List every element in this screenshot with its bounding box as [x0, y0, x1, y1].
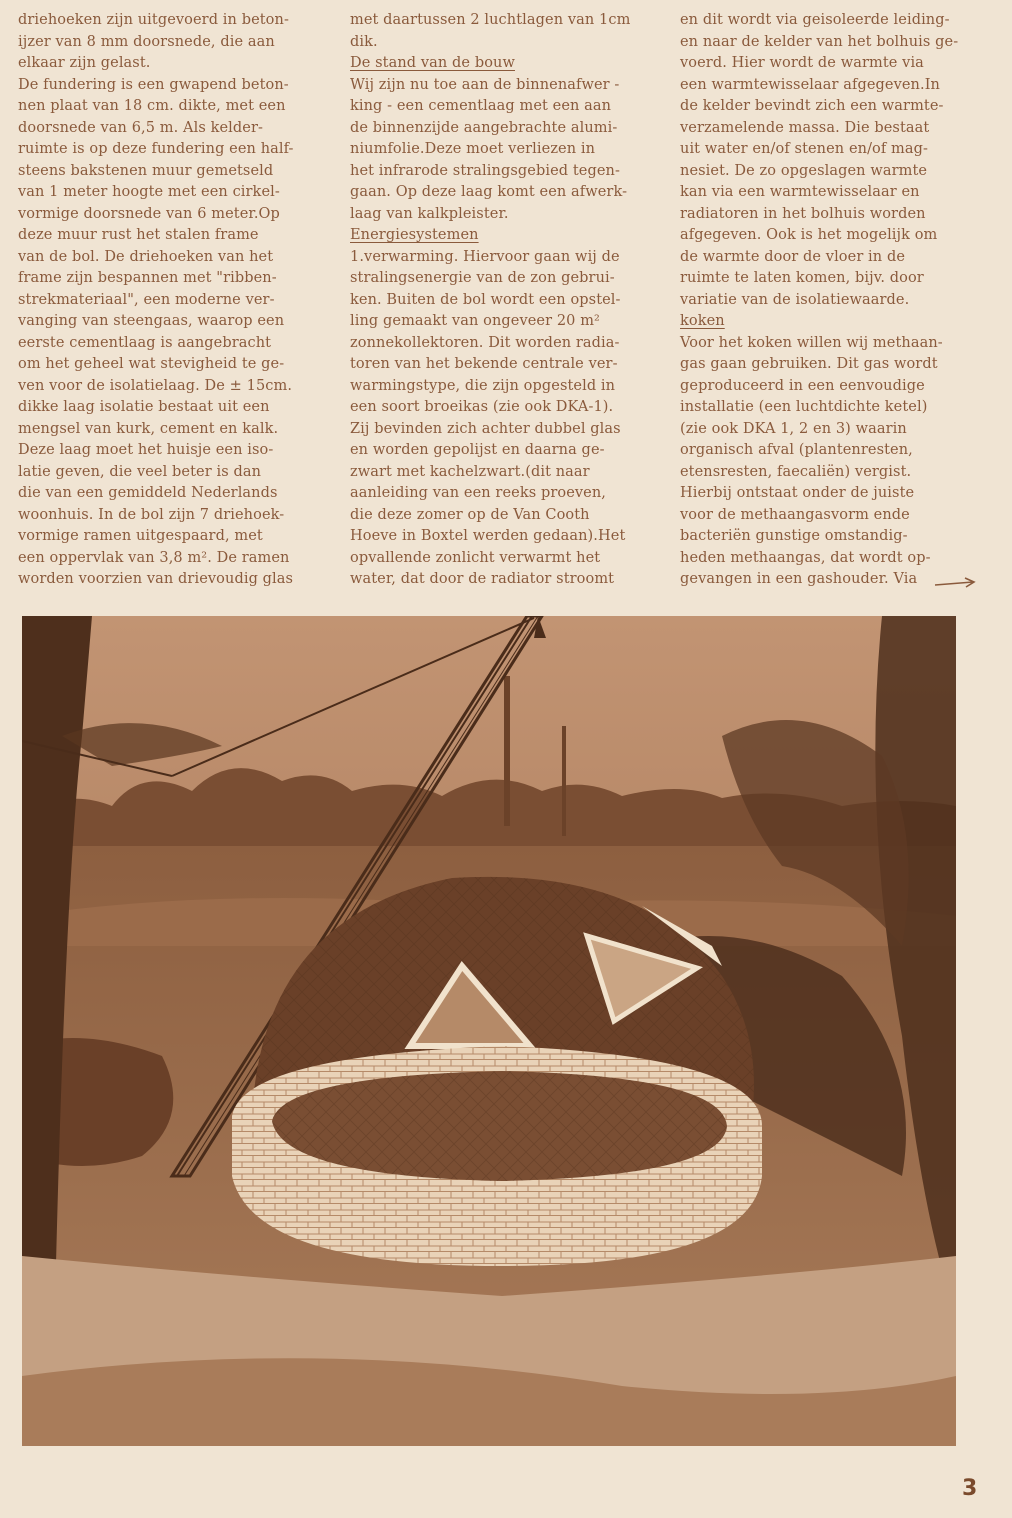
text-line: ven voor de isolatielaag. De ± 15cm.: [18, 377, 293, 394]
text-line: de kelder bevindt zich een warmte-: [680, 98, 944, 114]
section-heading: koken: [680, 313, 725, 329]
text-line: radiatoren in het bolhuis worden: [680, 205, 926, 222]
text-line: laag van kalkpleister.: [350, 205, 509, 222]
text-line: Wij zijn nu toe aan de binnenafwer -: [350, 76, 620, 93]
arrow-right-icon: [933, 576, 977, 590]
text-line: king - een cementlaag met een aan: [350, 98, 612, 114]
article-text: [18, 10, 990, 598]
text-line: water, dat door de radiator stroomt: [350, 571, 615, 587]
text-line: van 1 meter hoogte met een cirkel-: [18, 184, 280, 200]
text-line: De fundering is een gwapend beton-: [18, 76, 289, 93]
text-line: strekmateriaal", een moderne ver-: [18, 291, 275, 308]
text-line: geproduceerd in een eenvoudige: [680, 377, 925, 394]
text-line: eerste cementlaag is aangebracht: [18, 334, 272, 351]
text-column-1: [18, 10, 336, 591]
text-line: heden methaangas, dat wordt op-: [680, 549, 931, 566]
text-line: opvallende zonlicht verwarmt het: [350, 549, 601, 566]
text-line: ruimte te laten komen, bijv. door: [680, 270, 924, 286]
text-line: die van een gemiddeld Nederlands: [18, 485, 278, 501]
text-line: een soort broeikas (zie ook DKA-1).: [350, 399, 614, 415]
text-line: aanleiding van een reeks proeven,: [350, 485, 607, 501]
text-line: een warmtewisselaar afgegeven.In: [680, 76, 940, 93]
text-line: afgegeven. Ook is het mogelijk om: [680, 227, 938, 243]
text-line: van de bol. De driehoeken van het: [18, 248, 274, 265]
text-line: doorsnede van 6,5 m. Als kelder-: [18, 119, 263, 136]
text-line: voerd. Hier wordt de warmte via: [680, 55, 924, 71]
text-line: de warmte door de vloer in de: [680, 248, 906, 265]
text-line: ruimte is op deze fundering een half-: [18, 141, 294, 157]
text-line: vormige doorsnede van 6 meter.Op: [18, 205, 280, 222]
text-line: ling gemaakt van ongeveer 20 m²: [350, 313, 600, 329]
text-line: en dit wordt via geisoleerde leiding-: [680, 12, 950, 28]
text-line: bacteriën gunstige omstandig-: [680, 528, 908, 544]
text-line: steens bakstenen muur gemetseld: [18, 162, 274, 179]
construction-photo: [22, 616, 956, 1446]
text-line: en worden gepolijst en daarna ge-: [350, 442, 605, 458]
text-line: voor de methaangasvorm ende: [680, 506, 910, 523]
text-line: variatie van de isolatiewaarde.: [680, 291, 910, 308]
text-line: latie geven, die veel beter is dan: [18, 463, 262, 480]
text-line: Deze laag moet het huisje een iso-: [18, 442, 274, 458]
dome-house-photo: [22, 616, 956, 1446]
text-line: uit water en/of stenen en/of mag-: [680, 141, 929, 157]
text-line: dikke laag isolatie bestaat uit een: [18, 399, 270, 415]
text-line: elkaar zijn gelast.: [18, 55, 151, 71]
text-line: worden voorzien van drievoudig glas: [18, 571, 294, 587]
text-line: stralingsenergie van de zon gebrui-: [350, 270, 615, 286]
text-line: zonnekollektoren. Dit worden radia-: [350, 334, 620, 351]
text-line: etensresten, faecaliën) vergist.: [680, 463, 912, 480]
text-line: ijzer van 8 mm doorsnede, die aan: [18, 33, 275, 50]
text-line: nesiet. De zo opgeslagen warmte: [680, 162, 928, 179]
text-line: Hoeve in Boxtel werden gedaan).Het: [350, 528, 626, 544]
text-line: de binnenzijde aangebrachte alumi-: [350, 119, 618, 136]
text-line: niumfolie.Deze moet verliezen in: [350, 141, 596, 157]
text-line: om het geheel wat stevigheid te ge-: [18, 356, 285, 372]
text-line: Zij bevinden zich achter dubbel glas: [350, 420, 621, 437]
text-line: (zie ook DKA 1, 2 en 3) waarin: [680, 420, 907, 437]
text-line: verzamelende massa. Die bestaat: [680, 119, 930, 136]
text-line: organisch afval (plantenresten,: [680, 442, 913, 458]
text-line: ken. Buiten de bol wordt een opstel-: [350, 291, 621, 308]
text-line: driehoeken zijn uitgevoerd in beton-: [18, 12, 289, 28]
text-line: dik.: [350, 33, 378, 50]
text-line: mengsel van kurk, cement en kalk.: [18, 420, 279, 437]
text-line: frame zijn bespannen met "ribben-: [18, 270, 277, 286]
text-line: Voor het koken willen wij methaan-: [680, 334, 943, 351]
text-column-3: [680, 10, 994, 591]
text-line: zwart met kachelzwart.(dit naar: [350, 463, 590, 480]
text-line: gevangen in een gashouder. Via: [680, 571, 918, 587]
page-number: 3: [962, 1476, 978, 1501]
text-line: toren van het bekende centrale ver-: [350, 356, 618, 372]
text-line: nen plaat van 18 cm. dikte, met een: [18, 98, 286, 114]
text-line: 1.verwarming. Hiervoor gaan wij de: [350, 248, 620, 265]
text-line: vanging van steengaas, waarop een: [18, 313, 285, 329]
text-line: gaan. Op deze laag komt een afwerk-: [350, 184, 628, 200]
text-line: woonhuis. In de bol zijn 7 driehoek-: [18, 506, 285, 523]
text-line: met daartussen 2 luchtlagen van 1cm: [350, 12, 631, 28]
text-line: een oppervlak van 3,8 m². De ramen: [18, 549, 290, 566]
text-line: en naar de kelder van het bolhuis ge-: [680, 33, 959, 50]
text-line: deze muur rust het stalen frame: [18, 227, 259, 243]
text-line: vormige ramen uitgespaard, met: [18, 528, 263, 544]
text-line: gas gaan gebruiken. Dit gas wordt: [680, 356, 938, 372]
text-line: het infrarode stralingsgebied tegen-: [350, 162, 620, 179]
text-line: die deze zomer op de Van Cooth: [350, 506, 590, 523]
text-line: Hierbij ontstaat onder de juiste: [680, 485, 915, 501]
section-heading: Energiesystemen: [350, 227, 479, 243]
section-heading: De stand van de bouw: [350, 55, 515, 71]
text-line: installatie (een luchtdichte ketel): [680, 399, 928, 415]
text-line: kan via een warmtewisselaar en: [680, 184, 920, 200]
text-line: warmingstype, die zijn opgesteld in: [350, 377, 616, 394]
text-column-2: [350, 10, 668, 591]
